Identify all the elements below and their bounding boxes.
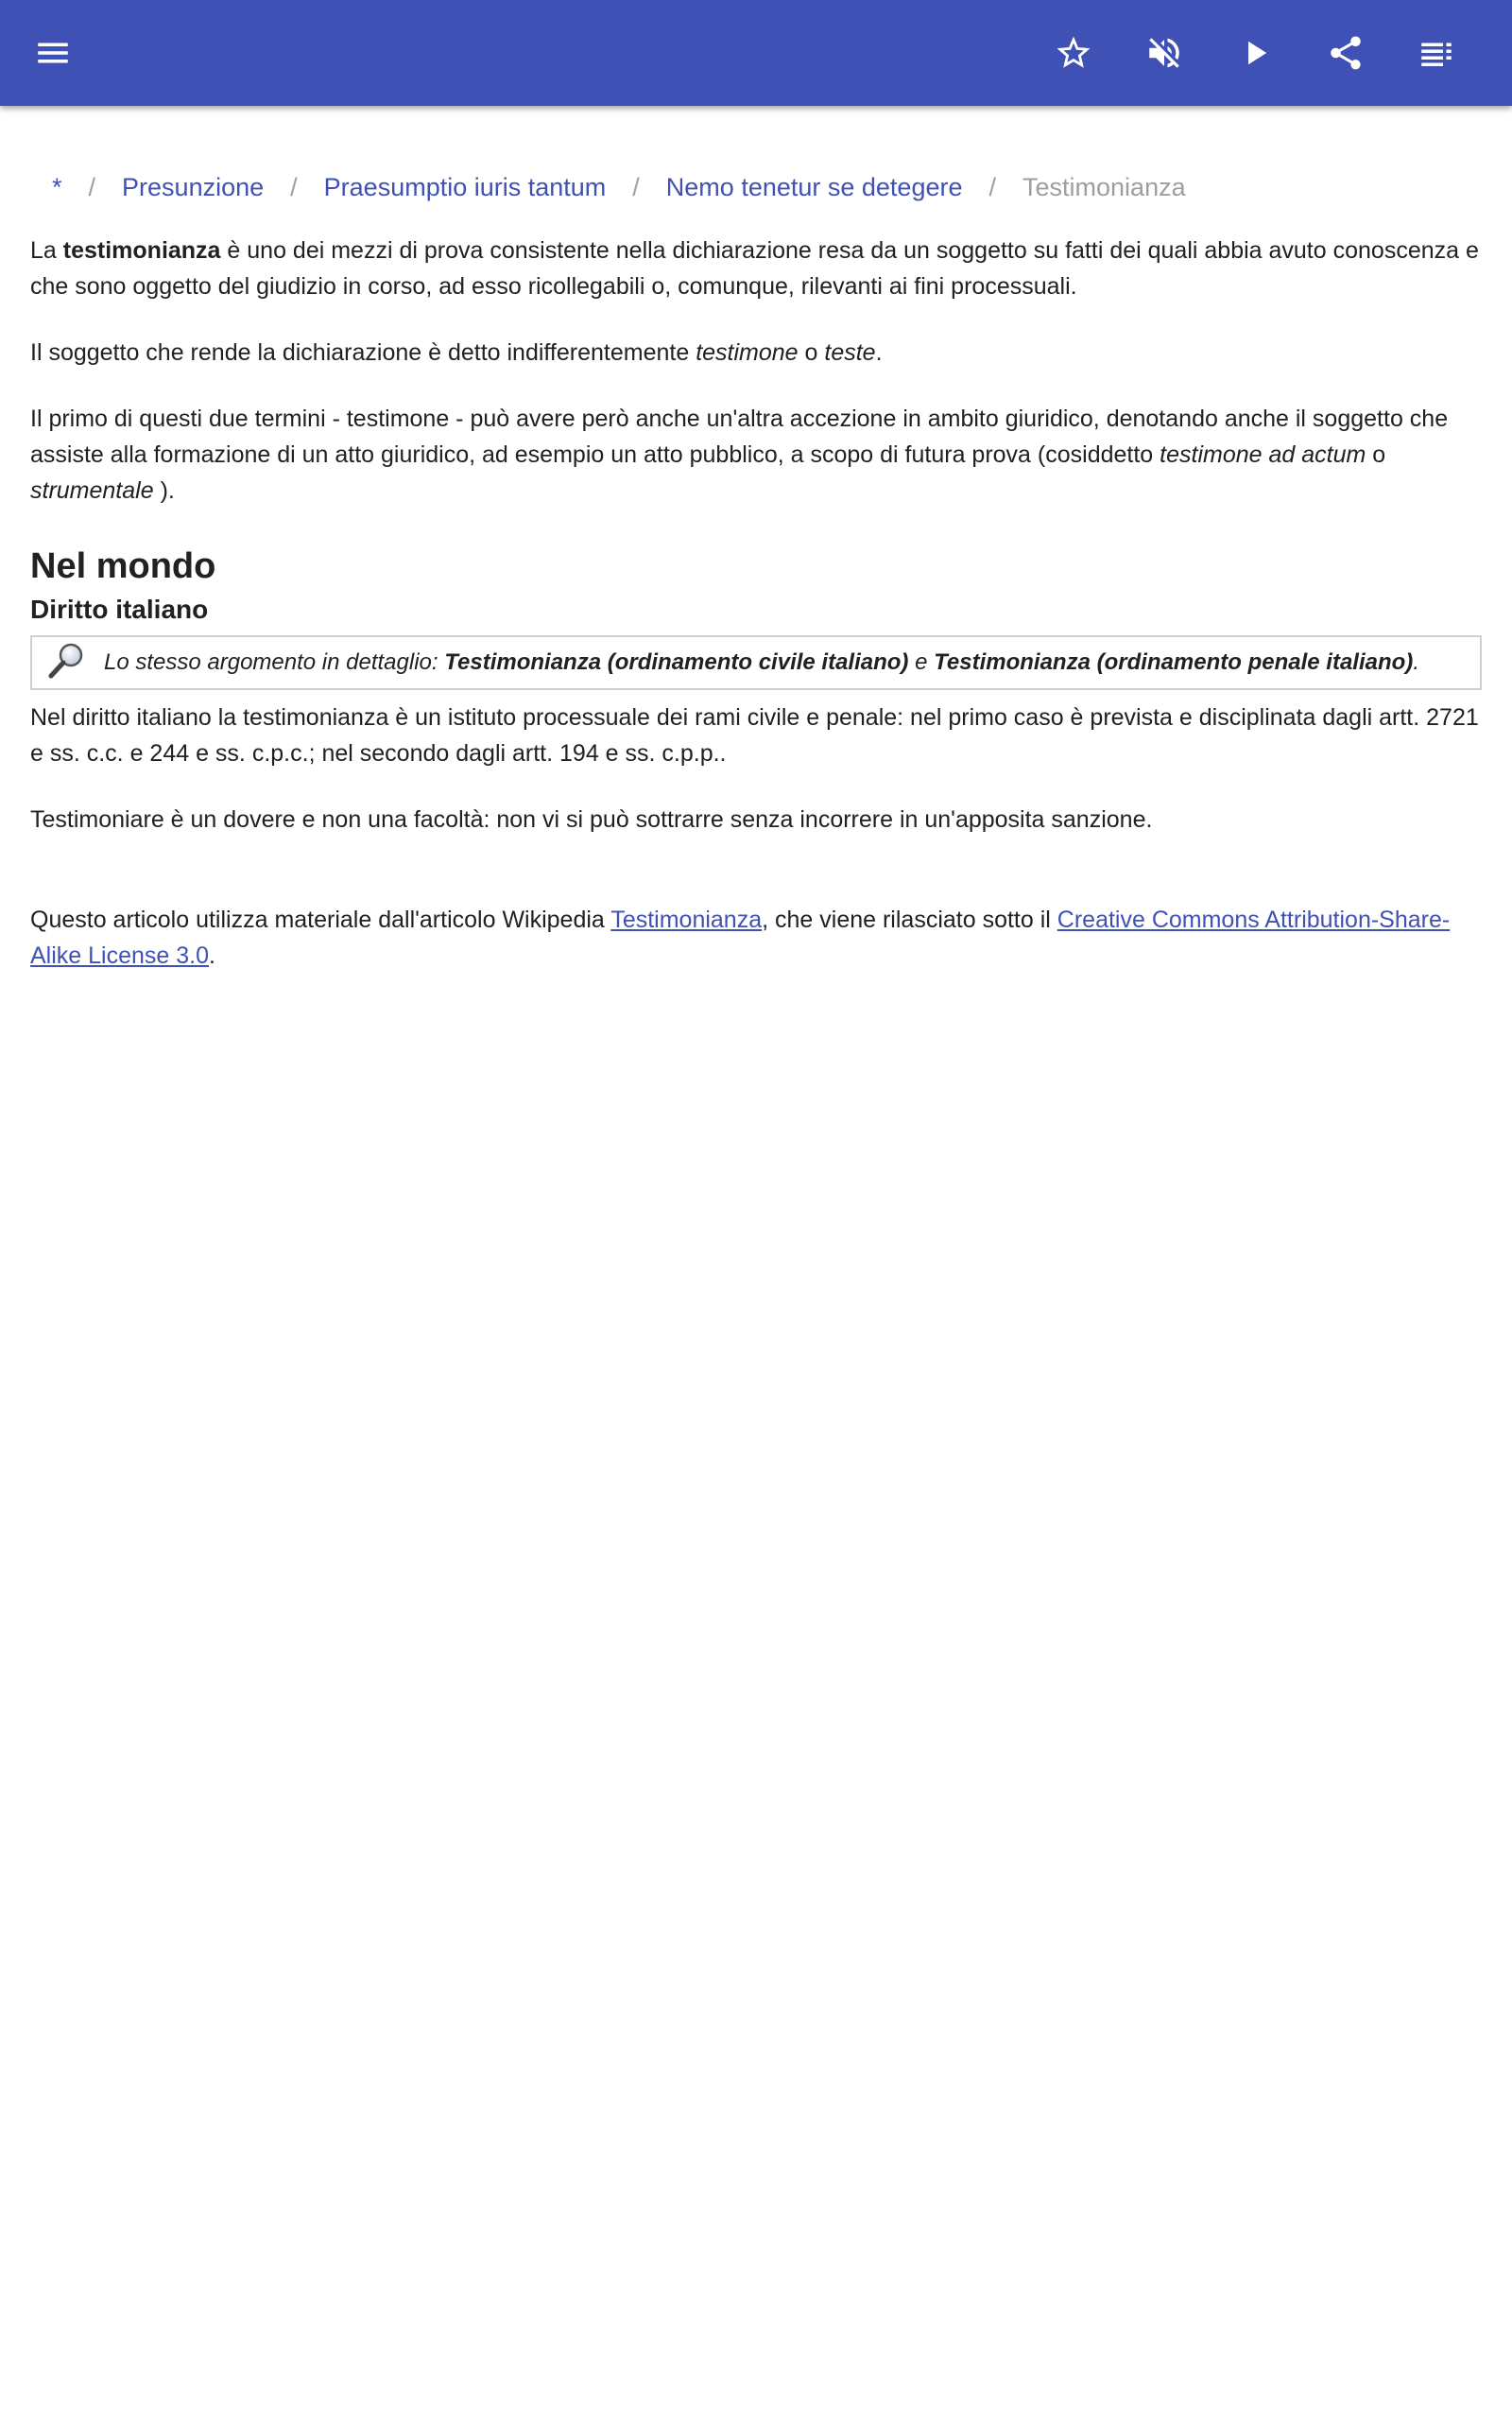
volume-off-icon <box>1144 33 1184 73</box>
term-italic: teste <box>824 339 876 366</box>
share-icon <box>1326 33 1366 73</box>
license-link[interactable]: Creative Commons Attribution-Share-Alike License 3.0 <box>30 907 1451 969</box>
text: Lo stesso argomento in dettaglio: <box>104 649 438 675</box>
breadcrumb-item-root[interactable]: * <box>52 172 62 201</box>
text: Il soggetto che rende la dichiarazione è detto indifferentemente <box>30 339 696 366</box>
playlist-icon <box>1417 33 1456 73</box>
wikipedia-article-link[interactable]: Testimonianza <box>610 907 763 933</box>
breadcrumb-item-praesumptio[interactable]: Praesumptio iuris tantum <box>323 172 607 201</box>
breadcrumb-item-nemo-tenetur[interactable]: Nemo tenetur se detegere <box>665 172 963 201</box>
paragraph-duty: Testimoniare è un dovere e non una facoltà: non vi si può sottrarre senza incorrere in un'apposita sanzione. <box>30 806 1153 833</box>
text: ). <box>153 477 175 504</box>
playlist-button[interactable] <box>1408 25 1465 81</box>
breadcrumb-item-presunzione[interactable]: Presunzione <box>122 172 265 201</box>
star-outline-icon <box>1054 33 1093 73</box>
share-button[interactable] <box>1317 25 1374 81</box>
app-bar <box>0 0 1512 106</box>
term-italic: testimone ad actum <box>1160 441 1366 468</box>
menu-button[interactable] <box>25 25 81 81</box>
magnifier-icon <box>47 641 87 681</box>
intro-paragraph <box>30 233 1482 304</box>
paragraph-other-meaning <box>30 401 1482 509</box>
text: o <box>798 339 825 366</box>
breadcrumb-separator: / <box>88 172 96 201</box>
subsection-heading: Diritto italiano <box>30 595 209 624</box>
term-italic: strumentale <box>30 477 154 504</box>
text: . <box>875 339 883 366</box>
term-bold: testimonianza <box>62 237 221 264</box>
breadcrumb <box>30 161 1482 214</box>
related-article-link-penale[interactable]: Testimonianza (ordinamento penale italiano) <box>934 649 1414 675</box>
see-also-box <box>30 635 1482 690</box>
paragraph-italian-law: Nel diritto italiano la testimonianza è un istituto processuale dei rami civile e penale: nel primo caso è prevista e disciplinata dagli artt. 2721 e ss. c.c. e 244 e ss. c.p.c.; nel secondo dagli artt. 194 e ss. c.p.p.. <box>30 704 1479 767</box>
text: . <box>1413 649 1419 675</box>
paragraph-witness-terms <box>30 335 1482 371</box>
breadcrumb-separator: / <box>632 172 640 201</box>
text: Questo articolo utilizza materiale dall'articolo Wikipedia <box>30 907 611 933</box>
play-button[interactable] <box>1227 25 1283 81</box>
bookmark-button[interactable] <box>1045 25 1102 81</box>
menu-icon <box>33 33 73 73</box>
license-footer <box>30 902 1482 974</box>
mute-button[interactable] <box>1136 25 1193 81</box>
text: è uno dei mezzi di prova consistente nella dichiarazione resa da un soggetto su fatti dei quali abbia avuto conoscenza e che sono oggetto del giudizio in corso, ad esso ricollegabili o, comunque, rilevanti ai fini processuali. <box>30 237 1479 300</box>
text: , che viene rilasciato sotto il <box>762 907 1057 933</box>
article-content <box>30 161 1482 974</box>
breadcrumb-current: Testimonianza <box>1022 172 1186 201</box>
text: o <box>1366 441 1386 468</box>
related-article-link-civile[interactable]: Testimonianza (ordinamento civile italiano) <box>444 649 909 675</box>
breadcrumb-separator: / <box>290 172 298 201</box>
text: e <box>908 649 935 675</box>
text: . <box>209 942 215 969</box>
term-italic: testimone <box>696 339 799 366</box>
section-heading: Nel mondo <box>30 546 216 586</box>
text: Il primo di questi due termini - testimone - può avere però anche un'altra accezione in ambito giuridico, denotando anche il soggetto che assiste alla formazione di un atto giuridico, ad esempio un atto pubblico, a scopo di futura prova (cosiddetto <box>30 406 1449 468</box>
text: La <box>30 237 63 264</box>
breadcrumb-separator: / <box>988 172 997 201</box>
play-icon <box>1235 33 1275 73</box>
